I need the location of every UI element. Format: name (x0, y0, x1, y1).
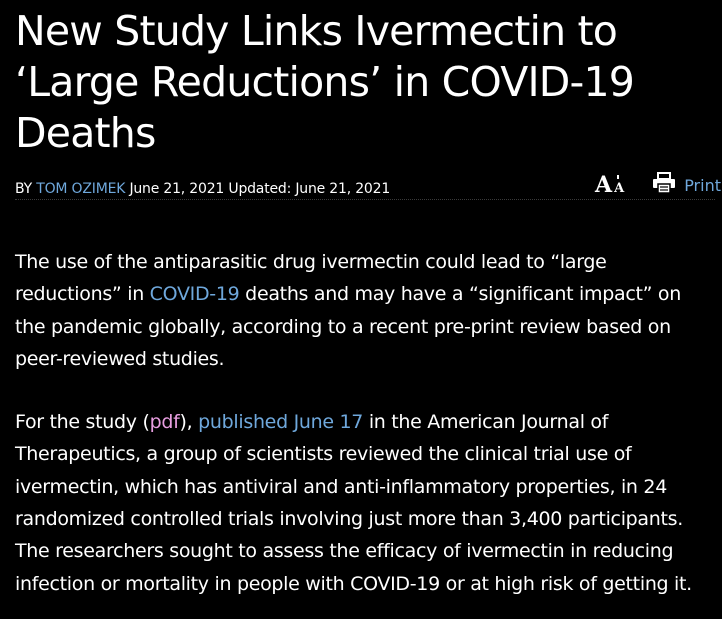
article-meta (15, 171, 721, 200)
published-link[interactable]: published June 17 (198, 411, 364, 434)
publish-date: June 21, 2021 (125, 181, 225, 197)
paragraph-2 (15, 406, 715, 600)
font-size-small-glyph: A (614, 181, 625, 196)
paragraph-1 (15, 246, 715, 375)
covid-19-link[interactable]: COVID-19 (149, 283, 240, 306)
font-size-icon[interactable] (595, 172, 624, 198)
pdf-link[interactable]: pdf (149, 411, 180, 434)
article (15, 0, 721, 619)
article-headline: New Study Links Ivermectin to ‘Large Reductions’ in COVID-19 Deaths (15, 7, 635, 157)
updated-date: Updated: June 21, 2021 (224, 181, 391, 197)
article-tools (595, 171, 721, 199)
author-link[interactable]: TOM OZIMEK (36, 181, 126, 197)
paragraph-1-text-b: deaths and may have a “significant impact” on the pandemic globally, according to a recent pre-print review based on peer-reviewed studies. (15, 283, 681, 370)
byline (15, 181, 390, 197)
paragraph-1-text-a: The use of the antiparasitic drug ivermectin could lead to “large reductions” in (15, 251, 607, 306)
paragraph-2-text-a: For the study ( (15, 411, 150, 434)
print-button[interactable] (652, 172, 721, 198)
font-size-large-glyph: A (595, 172, 613, 198)
paragraph-2-text-b: ), (179, 411, 199, 434)
printer-icon (652, 172, 676, 198)
paragraph-2-text-c: in the American Journal of Therapeutics, a group of scientists reviewed the clinical trial use of ivermectin, which has antiviral and anti-inflammatory properties, in 24 randomized controlled trials involving just more than 3,400 participants. The researchers sought to assess the efficacy of ivermectin in reducing infection or mortality in people with COVID-19 or at high risk of getting it. (15, 411, 692, 595)
article-body (15, 246, 715, 600)
byline-prefix: BY (15, 181, 37, 197)
print-label: Print (684, 175, 721, 195)
